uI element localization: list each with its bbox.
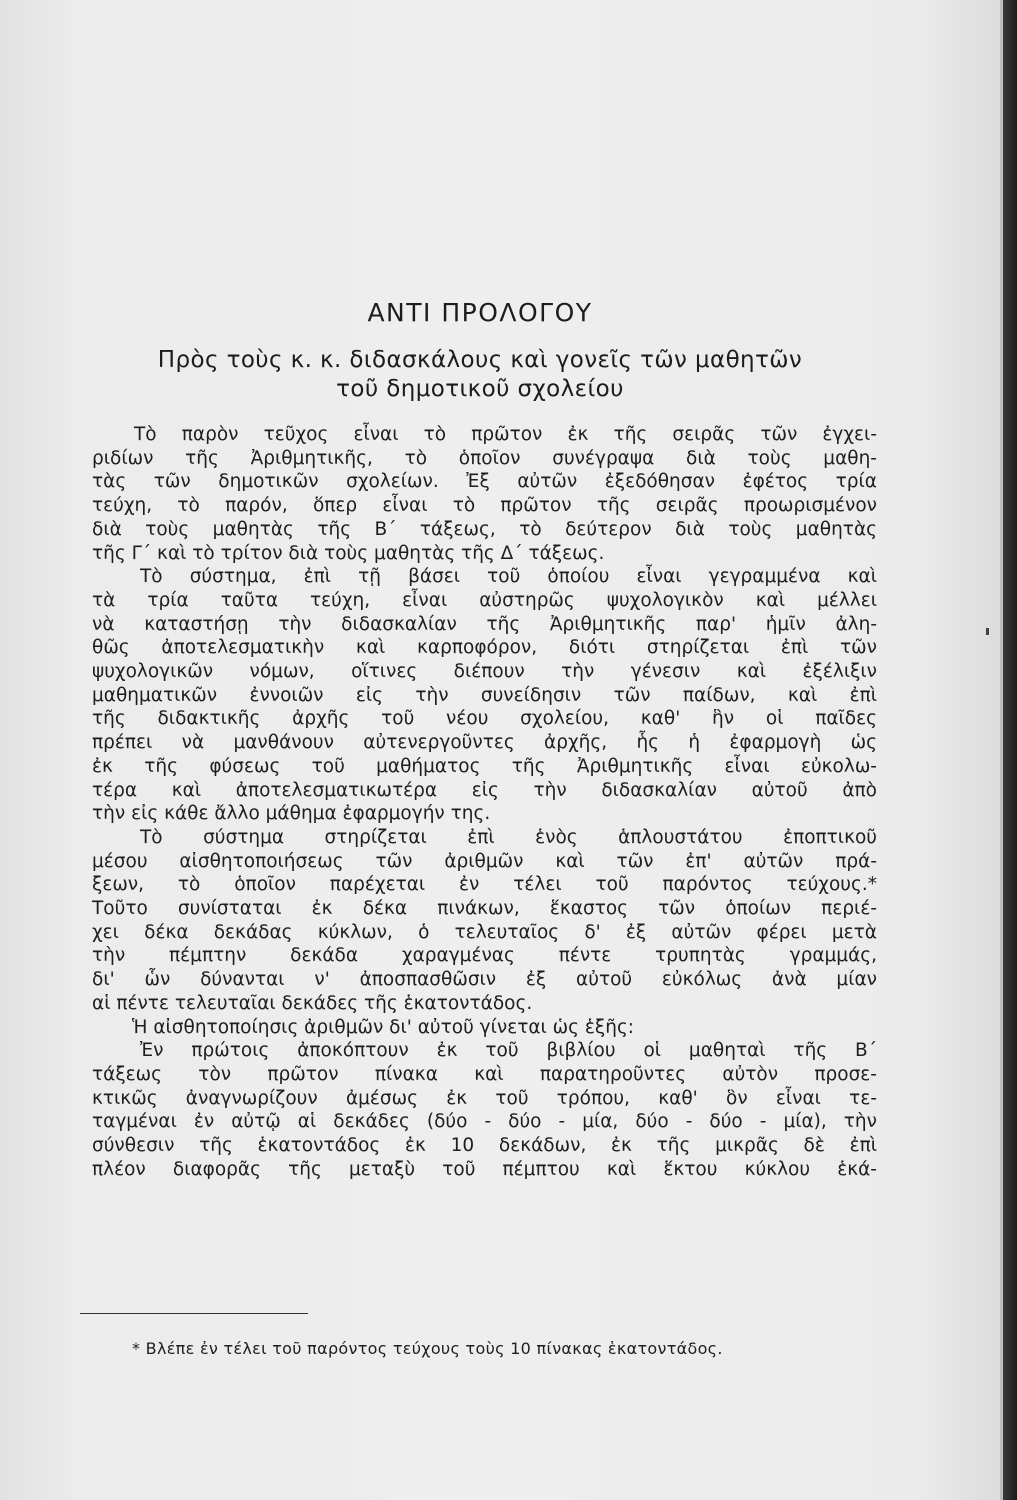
- body-line: τάξεως τὸν πρῶτον πίνακα καὶ παρατηροῦντες αὐτὸν προσε-: [92, 1063, 877, 1085]
- body-line: Ἐν πρώτοις ἀποκόπτουν ἐκ τοῦ βιβλίου οἱ μαθηταὶ τῆς Β΄: [140, 1040, 877, 1062]
- body-line: χει δέκα δεκάδας κύκλων, ὁ τελευταῖος δ' ἐξ αὐτῶν φέρει μετὰ: [92, 921, 877, 943]
- body-line: Ἡ αἰσθητοποίησις ἀριθμῶν δι' αὐτοῦ γίνεται ὡς ἑξῆς:: [132, 1016, 635, 1038]
- footnote-divider: [80, 1313, 308, 1314]
- body-line: νὰ καταστήσῃ τὴν διδασκαλίαν τῆς Ἀριθμητικῆς παρ' ἡμῖν ἀλη-: [92, 613, 877, 635]
- body-line: ψυχολογικῶν νόμων, οἵτινες διέπουν τὴν γένεσιν καὶ ἐξέλιξιν: [92, 661, 877, 683]
- dedication-line-2: τοῦ δημοτικοῦ σχολείου: [336, 376, 624, 402]
- body-line: Τοῦτο συνίσταται ἐκ δέκα πινάκων, ἕκαστος τῶν ὁποίων περιέ-: [92, 898, 877, 920]
- body-line: δι' ὧν δύνανται ν' ἀποσπασθῶσιν ἐξ αὐτοῦ εὐκόλως ἀνὰ μίαν: [92, 969, 877, 991]
- body-line: θῶς ἀποτελεσματικὴν καὶ καρποφόρον, διότι στηρίζεται ἐπὶ τῶν: [92, 637, 877, 659]
- body-line: Τὸ σύστημα, ἐπὶ τῇ βάσει τοῦ ὁποίου εἶναι γεγραμμένα καὶ: [140, 566, 877, 588]
- body-line: αἱ πέντε τελευταῖαι δεκάδες τῆς ἑκατοντάδος.: [92, 992, 533, 1014]
- body-line: τέρα καὶ ἀποτελεσματικωτέρα εἰς τὴν διδασκαλίαν αὐτοῦ ἀπὸ: [92, 779, 877, 801]
- body-line: τεύχη, τὸ παρόν, ὅπερ εἶναι τὸ πρῶτον τῆς σειρᾶς προωρισμένον: [92, 495, 877, 517]
- scan-edge: [1003, 0, 1017, 1500]
- body-line: ριδίων τῆς Ἀριθμητικῆς, τὸ ὁποῖον συνέγραψα διὰ τοὺς μαθη-: [92, 447, 877, 469]
- body-line: ἐκ τῆς φύσεως τοῦ μαθήματος τῆς Ἀριθμητικῆς εἶναι εὐκολω-: [92, 755, 877, 777]
- body-line: πλέον διαφορᾶς τῆς μεταξὺ τοῦ πέμπτου καὶ ἕκτου κύκλου ἑκά-: [92, 1158, 877, 1180]
- preface-body: [92, 423, 877, 1182]
- body-line: τῆς Γ΄ καὶ τὸ τρίτον διὰ τοὺς μαθητὰς τῆς Δ΄ τάξεως.: [92, 542, 605, 564]
- body-line: σύνθεσιν τῆς ἑκατοντάδος ἐκ 10 δεκάδων, ἐκ τῆς μικρᾶς δὲ ἐπὶ: [92, 1135, 877, 1157]
- body-line: Τὸ παρὸν τεῦχος εἶναι τὸ πρῶτον ἐκ τῆς σειρᾶς τῶν ἐγχει-: [134, 424, 877, 445]
- body-line: μέσου αἰσθητοποιήσεως τῶν ἀριθμῶν καὶ τῶν ἐπ' αὐτῶν πρά-: [92, 850, 877, 872]
- body-line: μαθηματικῶν ἐννοιῶν εἰς τὴν συνείδησιν τῶν παίδων, καὶ ἐπὶ: [92, 684, 877, 706]
- page-title: ΑΝΤΙ ΠΡΟΛΟΓΟΥ: [367, 298, 593, 327]
- body-line: τὰ τρία ταῦτα τεύχη, εἶναι αὐστηρῶς ψυχολογικὸν καὶ μέλλει: [92, 589, 877, 611]
- body-line: τὰς τῶν δημοτικῶν σχολείων. Ἐξ αὐτῶν ἐξεδόθησαν ἐφέτος τρία: [92, 471, 877, 493]
- dedication-line-1: Πρὸς τοὺς κ. κ. διδασκάλους καὶ γονεῖς τῶν μαθητῶν: [157, 347, 803, 373]
- body-line: διὰ τοὺς μαθητὰς τῆς Β΄ τάξεως, τὸ δεύτερον διὰ τοὺς μαθητὰς: [92, 518, 877, 540]
- body-line: ξεων, τὸ ὁποῖον παρέχεται ἐν τέλει τοῦ παρόντος τεύχους.*: [92, 874, 877, 896]
- body-line: τῆς διδακτικῆς ἀρχῆς τοῦ νέου σχολείου, καθ' ἣν οἱ παῖδες: [92, 708, 877, 730]
- body-line: ταγμέναι ἐν αὐτῷ αἱ δεκάδες (δύο - δύο - μία, δύο - δύο - μία), τὴν: [92, 1111, 877, 1133]
- body-line: τὴν πέμπτην δεκάδα χαραγμένας πέντε τρυπητὰς γραμμάς,: [92, 945, 877, 967]
- margin-mark: [986, 628, 989, 635]
- body-line: κτικῶς ἀναγνωρίζουν ἀμέσως ἐκ τοῦ τρόπου, καθ' ὃν εἶναι τε-: [92, 1087, 877, 1109]
- body-line: Τὸ σύστημα στηρίζεται ἐπὶ ἑνὸς ἁπλουστάτου ἐποπτικοῦ: [140, 826, 877, 848]
- body-line: τὴν εἰς κάθε ἄλλο μάθημα ἐφαρμογήν της.: [92, 803, 491, 825]
- body-line: πρέπει νὰ μανθάνουν αὐτενεργοῦντες ἀρχῆς, ἧς ἡ ἐφαρμογὴ ὡς: [92, 732, 877, 754]
- footnote: * Βλέπε ἐν τέλει τοῦ παρόντος τεύχους τοὺς 10 πίνακας ἑκατοντάδος.: [132, 1339, 723, 1358]
